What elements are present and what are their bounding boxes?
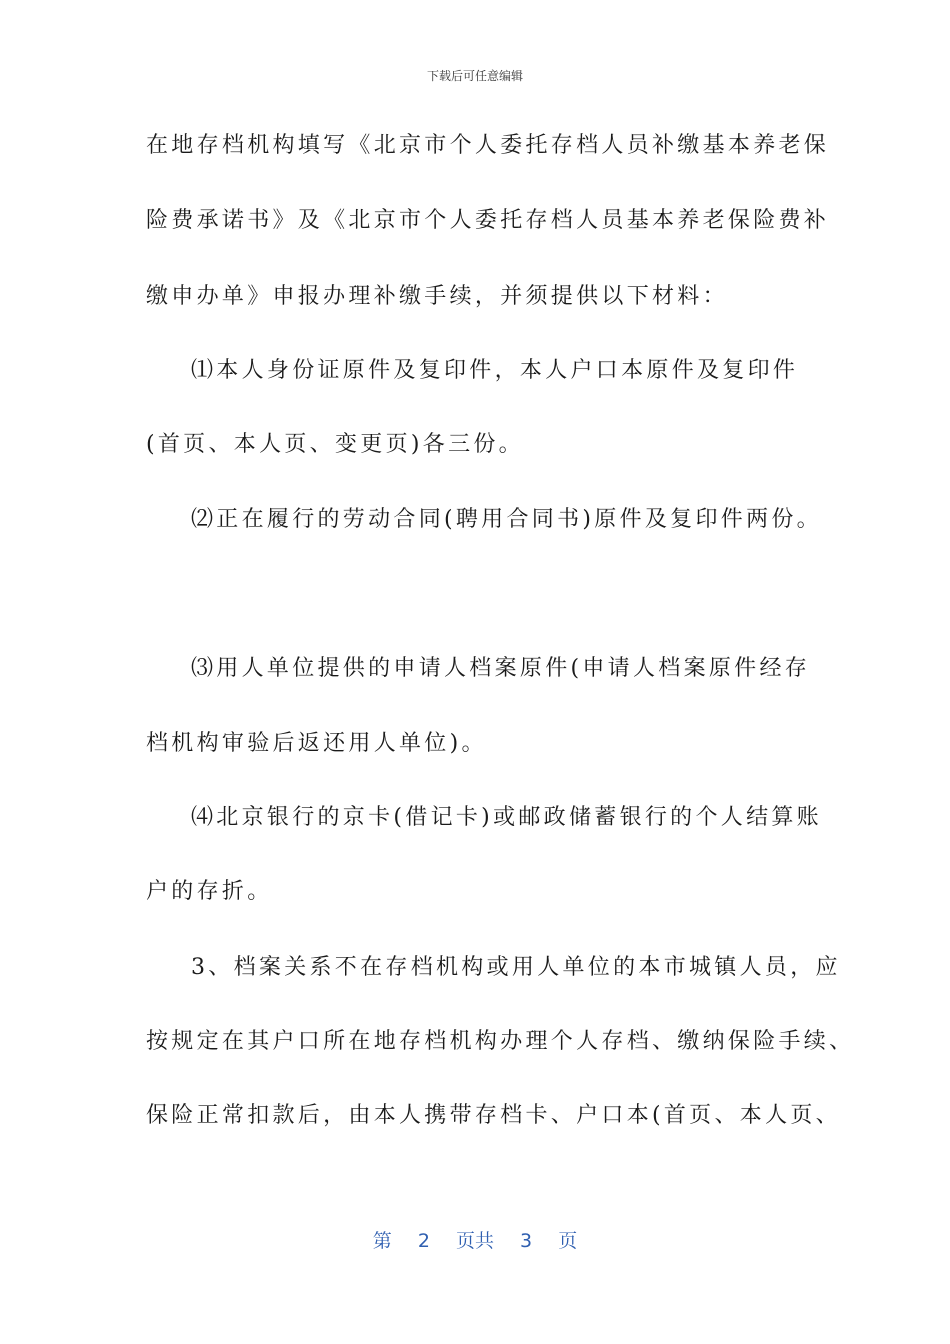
footer-current-page: 2 — [417, 1230, 430, 1252]
text-line: 按规定在其户口所在地存档机构办理个人存档、缴纳保险手续、 — [146, 1029, 855, 1054]
text-line: (首页、本人页、变更页)各三份。 — [146, 432, 524, 457]
page-header: 下载后可任意编辑 — [426, 69, 523, 83]
text-line: ⑷北京银行的京卡(借记卡)或邮政储蓄银行的个人结算账 — [191, 805, 822, 830]
text-line: 3、档案关系不在存档机构或用人单位的本市城镇人员，应 — [191, 955, 841, 980]
text-line: 户的存折。 — [146, 879, 273, 904]
text-line: ⑶用人单位提供的申请人档案原件(申请人档案原件经存 — [191, 656, 811, 681]
text-line: ⑴本人身份证原件及复印件，本人户口本原件及复印件 — [191, 358, 799, 383]
footer-total-pages: 3 — [520, 1230, 533, 1252]
page-footer — [0, 1226, 950, 1253]
text-line: 档机构审验后返还用人单位)。 — [146, 731, 487, 756]
text-line: 险费承诺书》及《北京市个人委托存档人员基本养老保险费补 — [146, 208, 830, 233]
text-line: 在地存档机构填写《北京市个人委托存档人员补缴基本养老保 — [146, 133, 830, 158]
text-line: ⑵正在履行的劳动合同(聘用合同书)原件及复印件两份。 — [191, 507, 822, 532]
footer-prefix: 第 — [372, 1230, 392, 1252]
footer-suffix: 页 — [558, 1230, 578, 1252]
text-line: 缴申办单》申报办理补缴手续，并须提供以下材料： — [146, 284, 728, 309]
footer-middle: 页共 — [455, 1230, 494, 1252]
text-line: 保险正常扣款后，由本人携带存档卡、户口本(首页、本人页、 — [146, 1103, 841, 1128]
